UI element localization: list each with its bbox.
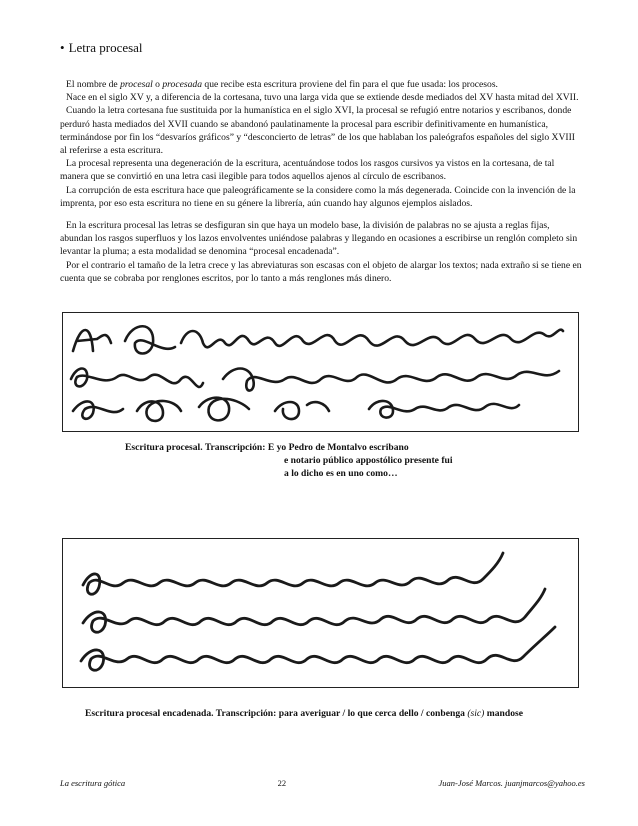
page-footer <box>60 778 585 788</box>
paragraph: En la escritura procesal las letras se desfiguran sin que haya un modelo base, la división de palabras no se ajusta a reglas fijas, abundan los rasgos superfluos y los lazos envolventes uniéndose palabras y llegando en ocasiones a escribirse un renglón completo sin levantar la pluma; a esta modalidad se denomina “procesal encadenada”. <box>60 220 578 258</box>
figure-caption-1: Escritura procesal. Transcripción: E yo Pedro de Montalvo escribano e notario público appostólico presente fui a lo dicho es en uno como… <box>125 442 453 479</box>
page-number: 22 <box>277 778 287 788</box>
paragraph: La corrupción de esta escritura hace que paleográficamente se la considere como la más degenerada. Coincide con la invención de la imprenta, por eso esta escritura no tiene en su génere la librería, aún cuando hay algunos ejemplos aislados. <box>60 184 576 209</box>
body-text <box>60 78 582 285</box>
paragraph: Cuando la letra cortesana fue sustituida por la humanística en el siglo XVI, la procesal se refugió entre notarios y escribanos, donde perduró hasta mediados del XVII cuando se abandonó paulatinamente la procesal para escribir definitivamente en humanística, terminándose por fin los “desvaríos gráficos” y “desconcierto de letras” de los que hablaban los paleógrafos españoles del siglo XVIII al referirse a esta escritura. <box>60 105 575 157</box>
section-heading <box>60 40 143 56</box>
paragraph: El nombre de procesal o procesada que recibe esta escritura proviene del fin para el que fue usada: los procesos. <box>66 79 498 90</box>
handwriting-sample-1 <box>63 313 578 431</box>
procesal-script-image <box>62 312 579 432</box>
paragraph: Por el contrario el tamaño de la letra crece y las abreviaturas son escasas con el objeto de alargar los textos; nada extraño si se tiene en cuenta que se cobraba por renglones escritos, por lo tanto a más renglones más dinero. <box>60 259 582 284</box>
section-title: Letra procesal <box>68 40 143 55</box>
handwriting-sample-2 <box>63 539 578 687</box>
footer-title: La escritura gótica <box>60 778 126 788</box>
figure-caption-2: Escritura procesal encadenada. Transcripción: para averiguar / lo que cerca dello / conbenga (sic) mandose <box>85 708 524 719</box>
procesal-encadenada-image <box>62 538 579 688</box>
bullet-icon: • <box>60 40 65 55</box>
paragraph: La procesal representa una degeneración de la escritura, acentuándose todos los rasgos cursivos ya vistos en la cortesana, de tal manera que se convirtió en una letra casi ilegible para todos aquellos ajenos al círculo de escribanos. <box>60 158 555 183</box>
footer-author: Juan-José Marcos. juanjmarcos@yahoo.es <box>438 778 585 788</box>
paragraph: Nace en el siglo XV y, a diferencia de la cortesana, tuvo una larga vida que se extiende desde mediados del XV hasta mitad del XVII. <box>66 92 579 104</box>
